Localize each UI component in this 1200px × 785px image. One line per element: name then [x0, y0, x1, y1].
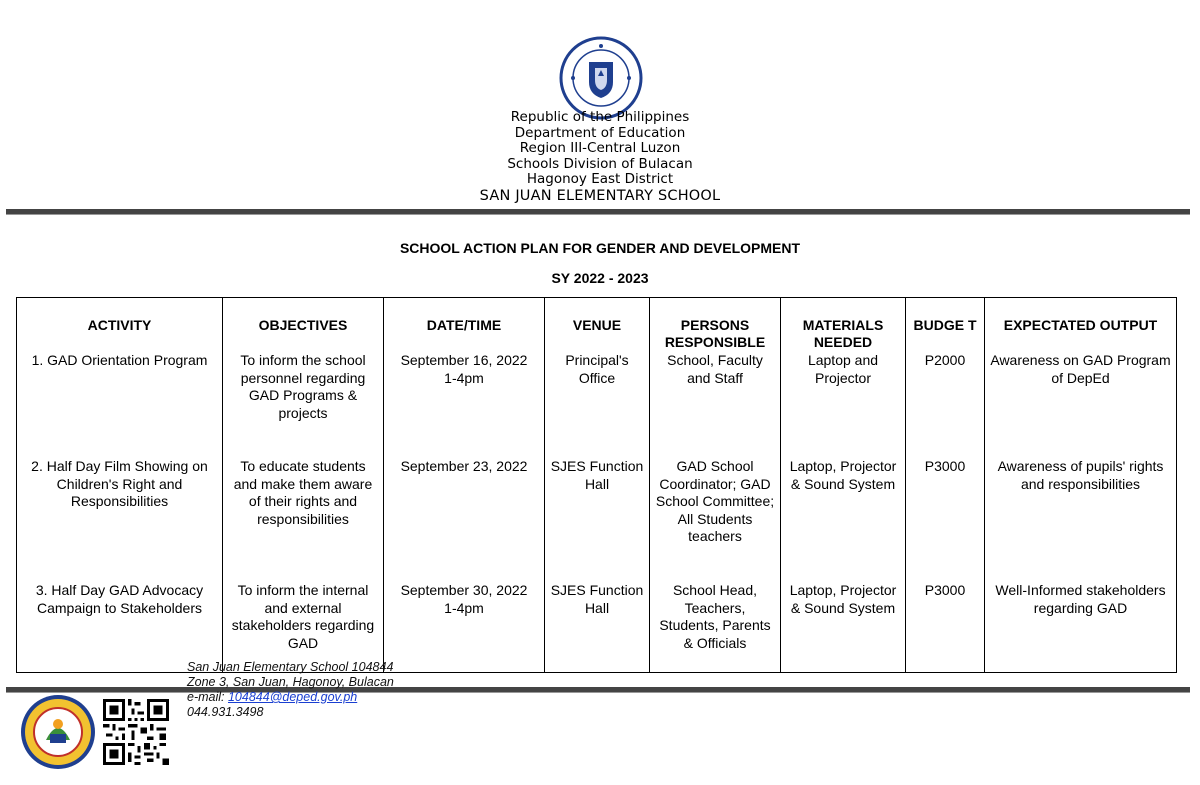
footer-address: Zone 3, San Juan, Hagonoy, Bulacan: [187, 675, 394, 689]
qr-code: [103, 699, 169, 765]
header-objectives: OBJECTIVES: [223, 298, 384, 353]
header-persons-responsible: PERSONS RESPONSIBLE: [650, 298, 781, 353]
deped-seal-logo: [559, 36, 643, 120]
materials-cell: Laptop, Projector & Sound System: [781, 458, 906, 582]
date-time-cell: [384, 352, 545, 458]
header-date-time: DATE/TIME: [384, 298, 545, 353]
footer-phone: 044.931.3498: [187, 705, 264, 719]
footer-contact: [187, 660, 394, 720]
table-row: [17, 582, 1177, 673]
date-text: September 23, 2022: [400, 458, 528, 474]
venue-cell: SJES Function Hall: [545, 582, 650, 673]
footer-school-line: San Juan Elementary School 104844: [187, 660, 394, 674]
persons-cell: School Head, Teachers, Students, Parents & Officials: [650, 582, 781, 673]
date-time-cell: [384, 582, 545, 673]
persons-cell: School, Faculty and Staff: [650, 352, 781, 458]
activity-cell: 2. Half Day Film Showing on Children's Right and Responsibilities: [17, 458, 223, 582]
header-line-department: Department of Education: [514, 124, 686, 141]
header-venue: VENUE: [545, 298, 650, 353]
budget-cell: P3000: [906, 458, 985, 582]
table-row: [17, 352, 1177, 458]
table-row: [17, 458, 1177, 582]
objectives-cell: To inform the internal and external stakeholders regarding GAD: [223, 582, 384, 673]
document-title: SCHOOL ACTION PLAN FOR GENDER AND DEVELOPMENT: [399, 240, 801, 256]
header-activity: ACTIVITY: [17, 298, 223, 353]
header-divider-thin: [6, 214, 1190, 215]
header-materials-needed: MATERIALS NEEDED: [781, 298, 906, 353]
budget-cell: P3000: [906, 582, 985, 673]
date-time-cell: [384, 458, 545, 582]
header-line-district: Hagonoy East District: [526, 171, 674, 187]
output-cell: Well-Informed stakeholders regarding GAD: [985, 582, 1177, 673]
email-label: e-mail:: [187, 690, 228, 704]
header-budget: BUDGE T: [906, 298, 985, 353]
output-cell: Awareness of pupils' rights and responsibilities: [985, 458, 1177, 582]
materials-cell: Laptop, Projector & Sound System: [781, 582, 906, 673]
header-line-region: Region III-Central Luzon: [519, 140, 681, 156]
action-plan-table: [16, 297, 1177, 673]
email-link[interactable]: 104844@deped.gov.ph: [227, 690, 358, 704]
date-text: September 30, 2022: [400, 582, 528, 598]
materials-cell: Laptop and Projector: [781, 352, 906, 458]
time-text: 1-4pm: [444, 599, 484, 616]
budget-cell: P2000: [906, 352, 985, 458]
output-cell: Awareness on GAD Program of DepEd: [985, 352, 1177, 458]
header-line-republic: Republic of the Philippines: [510, 109, 690, 125]
header-expected-output: EXPECTATED OUTPUT: [985, 298, 1177, 353]
letterhead: [0, 110, 1200, 205]
school-year: SY 2022 - 2023: [551, 270, 649, 286]
objectives-cell: To inform the school personnel regarding GAD Programs & projects: [223, 352, 384, 458]
header-school-name: SAN JUAN ELEMENTARY SCHOOL: [479, 187, 721, 204]
venue-cell: Principal's Office: [545, 352, 650, 458]
footer-divider-thin: [6, 692, 1190, 693]
header-line-division: Schools Division of Bulacan: [507, 155, 693, 172]
school-logo: [20, 694, 96, 770]
time-text: 1-4pm: [444, 369, 484, 386]
activity-cell: 1. GAD Orientation Program: [17, 352, 223, 458]
venue-cell: SJES Function Hall: [545, 458, 650, 582]
date-text: September 16, 2022: [400, 352, 528, 368]
objectives-cell: To educate students and make them aware of their rights and responsibilities: [223, 458, 384, 582]
table-header-row: [17, 298, 1177, 353]
persons-cell: GAD School Coordinator; GAD School Committee; All Students teachers: [650, 458, 781, 582]
activity-cell: 3. Half Day GAD Advocacy Campaign to Stakeholders: [17, 582, 223, 673]
footer-email-line: [187, 690, 394, 705]
